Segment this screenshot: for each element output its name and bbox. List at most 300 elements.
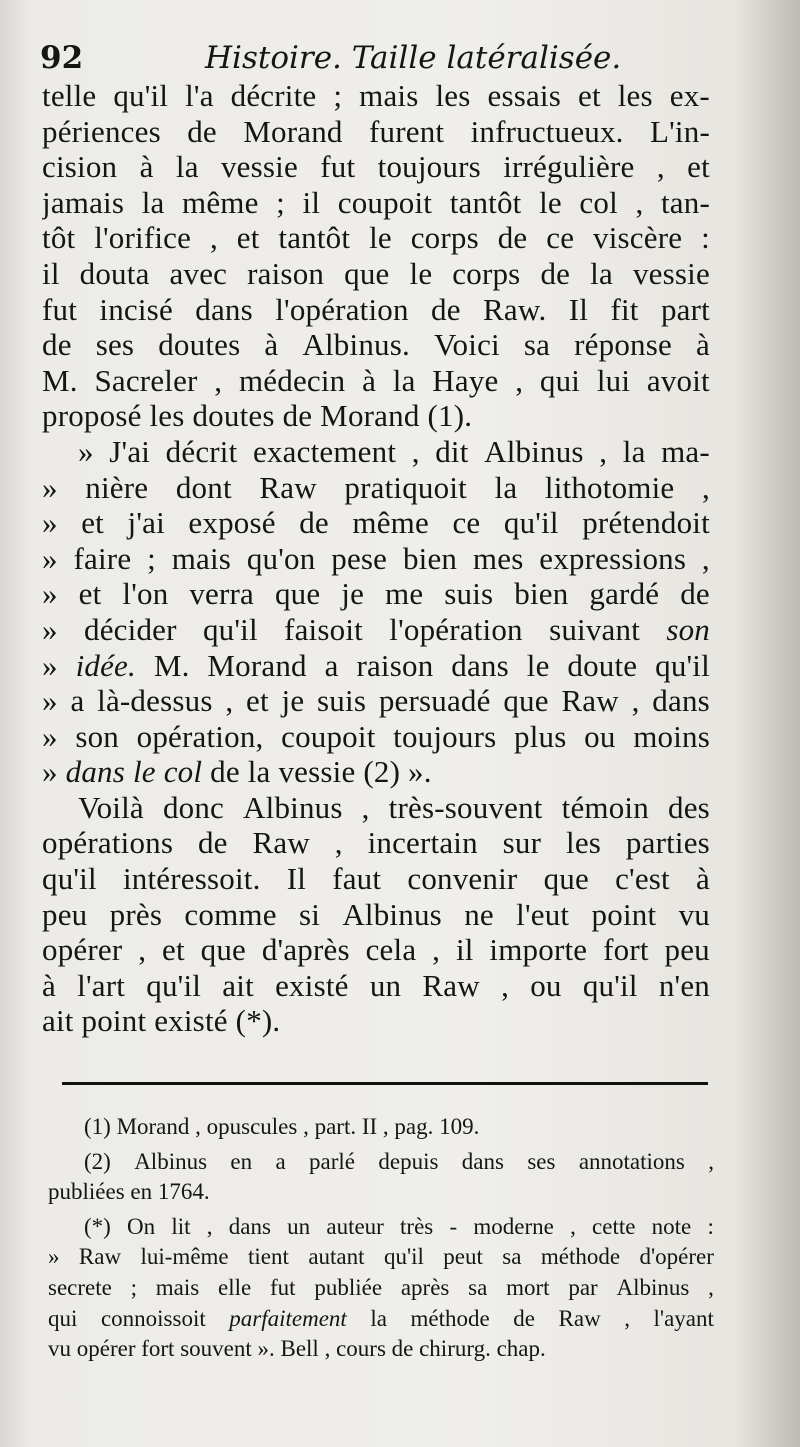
body-word: peu	[664, 932, 710, 968]
body-word: ma-	[661, 433, 710, 469]
body-word: qu'il	[202, 611, 258, 647]
body-word: les	[566, 825, 602, 861]
footnote-word: l'ayant	[653, 1305, 714, 1331]
body-word: l'a	[185, 78, 214, 113]
body-word: l'on	[122, 576, 169, 612]
body-word: un	[369, 967, 402, 1003]
body-word: persuadé	[378, 683, 491, 719]
body-word: faut	[332, 861, 382, 897]
footnote-word: a	[275, 1148, 286, 1174]
footnote-line	[48, 1304, 714, 1335]
body-word: je	[341, 576, 365, 612]
body-word: ,	[599, 433, 608, 469]
body-word: pese	[331, 540, 388, 576]
footnote-word: Raw	[558, 1305, 601, 1331]
body-word: intéressoit.	[122, 861, 261, 897]
body-line	[42, 78, 710, 114]
body-word: ;	[276, 184, 285, 220]
footnote-word: connoissoit	[100, 1305, 206, 1331]
footnote-word: par	[568, 1274, 598, 1300]
body-word: dont	[175, 469, 232, 505]
body-word: l'orifice	[94, 220, 192, 256]
body-word: ait	[222, 967, 254, 1003]
body-word: la	[590, 255, 613, 291]
body-word: me	[385, 576, 424, 612]
body-word: ne	[464, 896, 494, 932]
body-word: »	[42, 540, 58, 576]
body-word: dans	[652, 683, 710, 719]
body-word: Raw	[561, 683, 619, 719]
footnote-word: parfaitement	[229, 1305, 347, 1331]
body-word: son	[75, 718, 120, 754]
body-word: corps	[410, 220, 479, 256]
body-word: viscère	[593, 220, 683, 256]
body-word: même	[182, 184, 259, 220]
body-word: opérer	[42, 932, 123, 968]
body-word: Il	[286, 861, 307, 897]
footnote-word: fut	[270, 1274, 296, 1300]
body-word: dans le col	[65, 754, 203, 790]
running-head: Histoire. Taille latéralisée.	[205, 40, 622, 76]
footnote-word: (2)	[84, 1148, 111, 1174]
footnote-word: tient	[248, 1244, 289, 1270]
body-word: Raw	[259, 469, 317, 505]
body-word: Il	[568, 291, 589, 327]
body-word: nière	[85, 469, 149, 505]
body-word: coupoit	[337, 184, 433, 220]
body-word: qu'on	[246, 540, 316, 576]
body-word: verra	[189, 576, 255, 612]
body-word: M.	[153, 647, 190, 683]
body-word: donc	[162, 789, 224, 825]
body-word: bien	[402, 540, 458, 576]
body-word: de	[197, 825, 228, 861]
body-word: et	[78, 576, 102, 612]
body-word: les	[435, 78, 471, 113]
body-word: ,	[361, 789, 370, 825]
body-word: Morand	[207, 647, 307, 683]
footnote-word: secrete	[48, 1274, 112, 1300]
footnote-line	[48, 1147, 714, 1178]
body-word: ex-	[669, 78, 710, 113]
body-word: Voilà	[78, 789, 144, 825]
footnote-word: depuis	[378, 1148, 439, 1174]
body-word: d'après	[261, 932, 350, 968]
body-word: corps	[452, 255, 521, 291]
body-word: a	[324, 647, 339, 683]
body-word: plus	[514, 718, 567, 754]
body-word: témoin	[561, 789, 649, 825]
body-word: décider	[84, 611, 177, 647]
footnote-word: qu'il	[383, 1244, 424, 1270]
footnote-rule	[62, 1082, 708, 1085]
body-word: ,	[411, 433, 420, 469]
body-word: fit	[610, 291, 639, 327]
body-word: à	[696, 861, 710, 897]
body-word: la	[494, 469, 518, 505]
body-line	[42, 220, 710, 256]
body-word: gardé	[589, 576, 660, 612]
body-word: ,	[515, 362, 524, 398]
body-word: bien	[514, 576, 569, 612]
body-word: médecin	[238, 362, 346, 398]
body-word: M.	[42, 362, 78, 398]
body-word: suis	[444, 576, 494, 612]
body-word: l'opération	[389, 611, 523, 647]
body-word: c'est	[615, 861, 670, 897]
body-line	[42, 505, 710, 541]
body-word: convenir	[407, 861, 518, 897]
body-line	[42, 790, 710, 826]
body-word: à	[264, 327, 279, 363]
body-word: proposé les doutes de Morand (1).	[42, 398, 473, 434]
footnote-word: Raw	[78, 1244, 122, 1270]
body-word: il	[455, 932, 474, 968]
body-word: de	[187, 113, 217, 149]
body-word: »	[42, 469, 58, 505]
body-word: opérations	[42, 825, 174, 861]
page-header	[40, 36, 710, 76]
body-word: et	[246, 683, 269, 719]
body-word: il	[302, 184, 321, 220]
footnote-word: vu opérer fort souvent ». Bell , cours de chirurg. chap.	[48, 1336, 546, 1362]
body-word: faire	[73, 540, 132, 576]
body-word: Haye	[432, 362, 499, 398]
body-word: Albinus.	[302, 327, 410, 363]
body-word: sur	[502, 825, 542, 861]
footnote-word: mais	[155, 1274, 200, 1300]
body-line	[42, 541, 710, 577]
footnote-word: On	[127, 1213, 156, 1239]
body-word: ,	[701, 540, 710, 576]
footnote-word: note	[651, 1213, 692, 1239]
body-word: la	[622, 433, 646, 469]
body-line	[42, 114, 710, 150]
footnote-word: de	[513, 1305, 535, 1331]
body-word: avec	[169, 255, 228, 291]
body-word: raison	[247, 255, 325, 291]
body-word: opération,	[136, 718, 264, 754]
footnote-word: lui-même	[140, 1244, 229, 1270]
footnotes	[48, 1112, 714, 1365]
footnote-line	[48, 1212, 714, 1243]
body-word: le	[539, 184, 562, 220]
body-word: que	[200, 932, 246, 968]
body-line	[42, 185, 710, 221]
footnote-word: :	[707, 1213, 714, 1239]
body-word: cision	[42, 149, 118, 185]
body-word: ,	[635, 184, 644, 220]
body-word: ,	[656, 149, 665, 185]
body-word: il	[42, 255, 60, 291]
body-word: sa	[523, 327, 551, 363]
body-word: coupoit	[281, 718, 376, 754]
body-word: Morand	[243, 113, 343, 149]
footnote-word: Albinus	[616, 1274, 690, 1300]
body-line	[42, 149, 710, 185]
body-word: Raw	[422, 967, 480, 1003]
body-word: ce	[452, 505, 481, 541]
body-word: jamais	[42, 184, 125, 220]
footnote-word: peut	[443, 1244, 483, 1270]
body-word: exactement	[253, 433, 397, 469]
body-word: ,	[701, 469, 710, 505]
body-word: Voici	[433, 327, 500, 363]
body-word: périences	[42, 113, 161, 149]
footnote-word: méthode	[410, 1305, 490, 1331]
footnote-word: méthode	[540, 1244, 621, 1270]
body-word: ou	[584, 718, 616, 754]
footnote-line	[48, 1273, 714, 1304]
body-word: peu	[42, 896, 88, 932]
footnote-word: ,	[570, 1213, 576, 1239]
footnote-word: parlé	[309, 1148, 356, 1174]
body-word: Raw.	[483, 291, 547, 327]
body-word: et	[81, 505, 104, 541]
body-word: »	[42, 718, 58, 754]
footnote-word: après	[400, 1274, 450, 1300]
body-word: mais	[359, 78, 419, 113]
footnote-word: ,	[708, 1148, 714, 1174]
footnote-word: en	[230, 1148, 253, 1174]
body-line	[42, 932, 710, 968]
body-word: très-souvent	[388, 789, 543, 825]
body-word: essais	[487, 78, 562, 113]
body-word: L'in-	[650, 113, 710, 149]
body-word: col	[579, 184, 618, 220]
footnote-word: d'opérer	[639, 1244, 714, 1270]
body-word: qu'il	[655, 647, 710, 683]
body-word: des	[668, 789, 710, 825]
body-line	[42, 363, 710, 399]
body-word: infructueux.	[470, 113, 624, 149]
body-word: et	[162, 932, 185, 968]
body-line	[42, 398, 710, 434]
body-word: l'eut	[516, 896, 570, 932]
body-word: la	[141, 184, 165, 220]
body-word: la	[392, 362, 416, 398]
footnote-word: mort	[506, 1274, 550, 1300]
body-word: qui	[539, 362, 581, 398]
body-word: que	[543, 861, 589, 897]
body-word: là-dessus	[97, 683, 213, 719]
body-word: de	[431, 291, 461, 327]
body-word: le	[526, 647, 550, 683]
body-word: tantôt	[449, 184, 522, 220]
body-line	[42, 825, 710, 861]
footnote-word: Albinus	[134, 1148, 208, 1174]
body-word: ou	[530, 967, 562, 1003]
body-word: son	[666, 611, 710, 647]
body-word: de	[540, 255, 571, 291]
body-word: décrite	[230, 78, 317, 113]
body-word: Raw	[252, 825, 310, 861]
footnote-line	[48, 1242, 714, 1273]
footnote-word: (*)	[84, 1213, 111, 1239]
body-word: le	[369, 220, 392, 256]
footnote-word: qui	[48, 1305, 78, 1331]
body-word: la	[175, 149, 199, 185]
footnote-word: très	[400, 1213, 434, 1239]
body-word: que	[274, 576, 321, 612]
body-word: même	[352, 505, 429, 541]
body-word: idée.	[75, 647, 136, 683]
body-word: réponse	[574, 327, 672, 363]
body-word: l'opération	[275, 291, 409, 327]
body-word: et	[577, 78, 601, 113]
body-word: importe	[489, 932, 588, 968]
body-word: qu'il	[503, 505, 559, 541]
body-word: vessie	[220, 149, 298, 185]
footnote-word: moderne	[473, 1213, 554, 1239]
body-word: »	[42, 505, 58, 541]
body-word: près	[109, 896, 163, 932]
body-word: l'art	[77, 967, 126, 1003]
body-word: doutes	[158, 327, 241, 363]
body-line	[42, 861, 710, 897]
body-word: ,	[334, 825, 343, 861]
body-word: tantôt	[278, 220, 351, 256]
footnote-word: dans	[461, 1148, 504, 1174]
body-line	[42, 968, 710, 1004]
body-word: ait point existé (*).	[42, 1003, 281, 1039]
body-word: décrit	[165, 433, 238, 469]
body-word: suivant	[549, 611, 641, 647]
body-line	[42, 434, 710, 470]
body-word: part	[660, 291, 710, 327]
body-word: que	[344, 255, 390, 291]
footnote-word: -	[449, 1213, 458, 1239]
body-word: »	[78, 433, 94, 469]
body-word: vu	[678, 896, 710, 932]
footnote-word: sa	[502, 1244, 522, 1270]
body-line	[42, 256, 710, 292]
body-text	[42, 78, 710, 1039]
footnote-word: ,	[708, 1274, 714, 1300]
body-word: lui	[596, 362, 631, 398]
body-word: cela	[365, 932, 417, 968]
footnote-word: lit	[171, 1213, 191, 1239]
body-word: furent	[369, 113, 445, 149]
body-word: comme	[184, 896, 277, 932]
body-line	[42, 754, 710, 790]
body-word: et	[236, 220, 260, 256]
body-word: de	[42, 327, 72, 363]
body-word: expressions	[539, 540, 687, 576]
body-word: telle	[42, 78, 97, 113]
body-word: Albinus	[484, 433, 584, 469]
footnote-word: publiée	[314, 1274, 383, 1300]
footnote-word: auteur	[326, 1213, 384, 1239]
footnote-word: sa	[468, 1274, 488, 1300]
body-word: mes	[472, 540, 524, 576]
body-word: qu'il	[582, 967, 638, 1003]
body-word: à	[42, 967, 56, 1003]
footnote-word: annotations	[578, 1148, 685, 1174]
body-line	[42, 897, 710, 933]
body-line	[42, 719, 710, 755]
body-line	[42, 327, 710, 363]
body-word: »	[42, 576, 58, 612]
body-word: ce	[546, 220, 575, 256]
footnote-word: ,	[624, 1305, 630, 1331]
body-word: que	[503, 683, 549, 719]
body-word: à	[362, 362, 377, 398]
body-word: Albinus	[342, 896, 442, 932]
footnote-line	[48, 1112, 714, 1143]
body-word: parties	[625, 825, 710, 861]
body-word: de	[680, 576, 710, 612]
footnote-word: »	[48, 1244, 60, 1270]
body-word: ,	[214, 362, 223, 398]
body-line	[42, 1003, 710, 1039]
body-word: ,	[432, 932, 441, 968]
body-line	[42, 292, 710, 328]
body-word: »	[42, 683, 58, 719]
body-line	[42, 648, 710, 684]
footnote-word: autant	[308, 1244, 365, 1270]
footnote-line	[48, 1334, 714, 1365]
footnote-word: publiées en 1764.	[48, 1179, 210, 1205]
body-word: »	[42, 611, 58, 647]
body-line	[42, 612, 710, 648]
footnote-word: ;	[130, 1274, 138, 1300]
body-word: »	[42, 647, 58, 683]
body-word: avoit	[646, 362, 710, 398]
body-word: les	[617, 78, 653, 113]
footnote-word: ,	[206, 1213, 213, 1239]
body-word: vessie	[632, 255, 710, 291]
body-word: tan-	[660, 184, 710, 220]
footnote-word: un	[287, 1213, 311, 1239]
body-word: j'ai	[127, 505, 165, 541]
body-word: si	[298, 896, 321, 932]
body-word: point	[591, 896, 657, 932]
body-word: pratiquoit	[344, 469, 467, 505]
body-word: fut	[320, 149, 356, 185]
body-word: tôt	[42, 220, 76, 256]
body-word: ,	[631, 683, 640, 719]
body-word: doute	[567, 647, 638, 683]
body-word: moins	[633, 718, 710, 754]
body-word: mais	[171, 540, 232, 576]
body-word: fut	[42, 291, 78, 327]
body-word: à	[139, 149, 154, 185]
page-number: 92	[40, 40, 84, 76]
body-word: prétendoit	[582, 505, 710, 541]
body-word: qu'il	[146, 967, 202, 1003]
body-word: existé	[275, 967, 349, 1003]
footnote-word: la	[370, 1305, 387, 1331]
body-word: et	[687, 149, 710, 185]
body-word: ,	[501, 967, 510, 1003]
body-word: incisé	[99, 291, 173, 327]
body-word: faisoit	[284, 611, 363, 647]
body-word: ;	[147, 540, 156, 576]
body-line	[42, 576, 710, 612]
body-line	[42, 470, 710, 506]
footnote-line	[48, 1177, 714, 1208]
body-line	[42, 683, 710, 719]
footnote-word: cette	[592, 1213, 636, 1239]
body-word: dans	[451, 647, 509, 683]
body-word: raison	[356, 647, 434, 683]
body-word: ,	[225, 683, 234, 719]
body-word: »	[42, 754, 66, 790]
body-word: :	[701, 220, 710, 256]
body-word: qu'il	[42, 861, 97, 897]
body-word: dans	[195, 291, 253, 327]
